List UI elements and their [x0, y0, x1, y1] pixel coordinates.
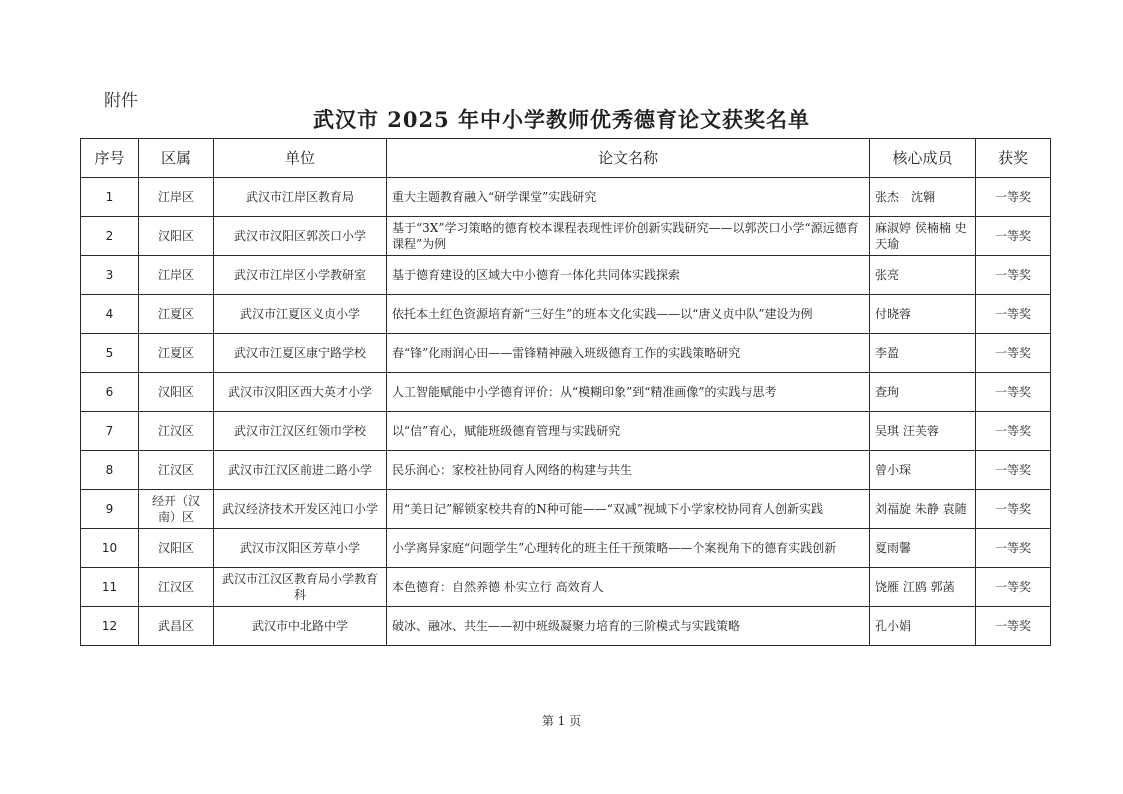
cell-award: 一等奖 [976, 607, 1051, 646]
cell-paper: 小学离异家庭“问题学生”心理转化的班主任干预策略——个案视角下的德育实践创新 [387, 529, 870, 568]
cell-paper: 基于德育建设的区域大中小德育一体化共同体实践探索 [387, 256, 870, 295]
cell-paper: 基于“3X”学习策略的德育校本课程表现性评价创新实践研究——以郭茨口小学“源远德育课程”为例 [387, 217, 870, 256]
cell-award: 一等奖 [976, 451, 1051, 490]
cell-unit: 武汉市中北路中学 [214, 607, 387, 646]
cell-unit: 武汉市江汉区前进二路小学 [214, 451, 387, 490]
cell-award: 一等奖 [976, 568, 1051, 607]
cell-paper: 重大主题教育融入“研学课堂”实践研究 [387, 178, 870, 217]
cell-members: 李盈 [870, 334, 976, 373]
cell-district: 江汉区 [139, 568, 214, 607]
table-row [81, 529, 1051, 568]
cell-members: 付晓蓉 [870, 295, 976, 334]
header-award: 获奖 [976, 139, 1051, 178]
cell-district: 江汉区 [139, 451, 214, 490]
cell-no: 6 [81, 373, 139, 412]
cell-unit: 武汉市江夏区康宁路学校 [214, 334, 387, 373]
cell-paper: 人工智能赋能中小学德育评价：从“模糊印象”到“精准画像”的实践与思考 [387, 373, 870, 412]
cell-paper: 用“美日记”解锁家校共育的N种可能——“双减”视域下小学家校协同育人创新实践 [387, 490, 870, 529]
cell-unit: 武汉市汉阳区芳草小学 [214, 529, 387, 568]
cell-unit: 武汉市江汉区红领巾学校 [214, 412, 387, 451]
cell-paper: 破冰、融冰、共生——初中班级凝聚力培育的三阶模式与实践策略 [387, 607, 870, 646]
cell-unit: 武汉市汉阳区郭茨口小学 [214, 217, 387, 256]
cell-no: 2 [81, 217, 139, 256]
cell-unit: 武汉市江岸区小学教研室 [214, 256, 387, 295]
table-row [81, 568, 1051, 607]
cell-no: 7 [81, 412, 139, 451]
cell-district: 江夏区 [139, 295, 214, 334]
cell-award: 一等奖 [976, 217, 1051, 256]
cell-paper: 依托本土红色资源培育新“三好生”的班本文化实践——以“唐义贞中队”建设为例 [387, 295, 870, 334]
cell-paper: 春“锋”化雨润心田——雷锋精神融入班级德育工作的实践策略研究 [387, 334, 870, 373]
cell-district: 江岸区 [139, 256, 214, 295]
page-number: 第 1 页 [541, 714, 582, 728]
cell-award: 一等奖 [976, 490, 1051, 529]
table-row [81, 412, 1051, 451]
table-row [81, 490, 1051, 529]
cell-award: 一等奖 [976, 256, 1051, 295]
cell-members: 夏雨馨 [870, 529, 976, 568]
cell-members: 孔小娟 [870, 607, 976, 646]
table-row [81, 373, 1051, 412]
cell-award: 一等奖 [976, 334, 1051, 373]
cell-paper: 民乐润心：家校社协同育人网络的构建与共生 [387, 451, 870, 490]
cell-district: 汉阳区 [139, 529, 214, 568]
cell-members: 刘福旋 朱静 袁随 [870, 490, 976, 529]
cell-unit: 武汉市江夏区义贞小学 [214, 295, 387, 334]
header-members: 核心成员 [870, 139, 976, 178]
cell-award: 一等奖 [976, 373, 1051, 412]
header-district: 区属 [139, 139, 214, 178]
cell-unit: 武汉市江岸区教育局 [214, 178, 387, 217]
award-table [80, 138, 1051, 646]
cell-no: 9 [81, 490, 139, 529]
cell-district: 江汉区 [139, 412, 214, 451]
cell-members: 张杰 沈翱 [870, 178, 976, 217]
table-row [81, 217, 1051, 256]
table-header-row [81, 139, 1051, 178]
cell-unit: 武汉经济技术开发区沌口小学 [214, 490, 387, 529]
cell-no: 10 [81, 529, 139, 568]
cell-no: 12 [81, 607, 139, 646]
table-row [81, 334, 1051, 373]
header-no: 序号 [81, 139, 139, 178]
header-unit: 单位 [214, 139, 387, 178]
attachment-label: 附件 [104, 91, 138, 111]
page-title: 武汉市 2025 年中小学教师优秀德育论文获奖名单 [312, 107, 811, 132]
cell-paper: 本色德育：自然养德 朴实立行 高效育人 [387, 568, 870, 607]
cell-no: 1 [81, 178, 139, 217]
table-row [81, 295, 1051, 334]
cell-members: 麻淑婷 侯楠楠 史天瑜 [870, 217, 976, 256]
cell-district: 汉阳区 [139, 373, 214, 412]
cell-district: 汉阳区 [139, 217, 214, 256]
cell-award: 一等奖 [976, 412, 1051, 451]
cell-members: 查珣 [870, 373, 976, 412]
cell-no: 8 [81, 451, 139, 490]
cell-award: 一等奖 [976, 529, 1051, 568]
cell-members: 饶雁 江鸥 郭菡 [870, 568, 976, 607]
cell-district: 江岸区 [139, 178, 214, 217]
cell-paper: 以“信”育心，赋能班级德育管理与实践研究 [387, 412, 870, 451]
table-row [81, 451, 1051, 490]
cell-award: 一等奖 [976, 295, 1051, 334]
cell-members: 曾小琛 [870, 451, 976, 490]
table-row [81, 256, 1051, 295]
table-row [81, 607, 1051, 646]
cell-unit: 武汉市汉阳区西大英才小学 [214, 373, 387, 412]
cell-members: 张亮 [870, 256, 976, 295]
header-paper: 论文名称 [387, 139, 870, 178]
cell-district: 经开（汉南）区 [139, 490, 214, 529]
cell-no: 5 [81, 334, 139, 373]
cell-no: 3 [81, 256, 139, 295]
cell-unit: 武汉市江汉区教育局小学教育科 [214, 568, 387, 607]
cell-district: 武昌区 [139, 607, 214, 646]
cell-award: 一等奖 [976, 178, 1051, 217]
cell-members: 吴琪 汪芙蓉 [870, 412, 976, 451]
cell-no: 11 [81, 568, 139, 607]
cell-no: 4 [81, 295, 139, 334]
table-row [81, 178, 1051, 217]
cell-district: 江夏区 [139, 334, 214, 373]
